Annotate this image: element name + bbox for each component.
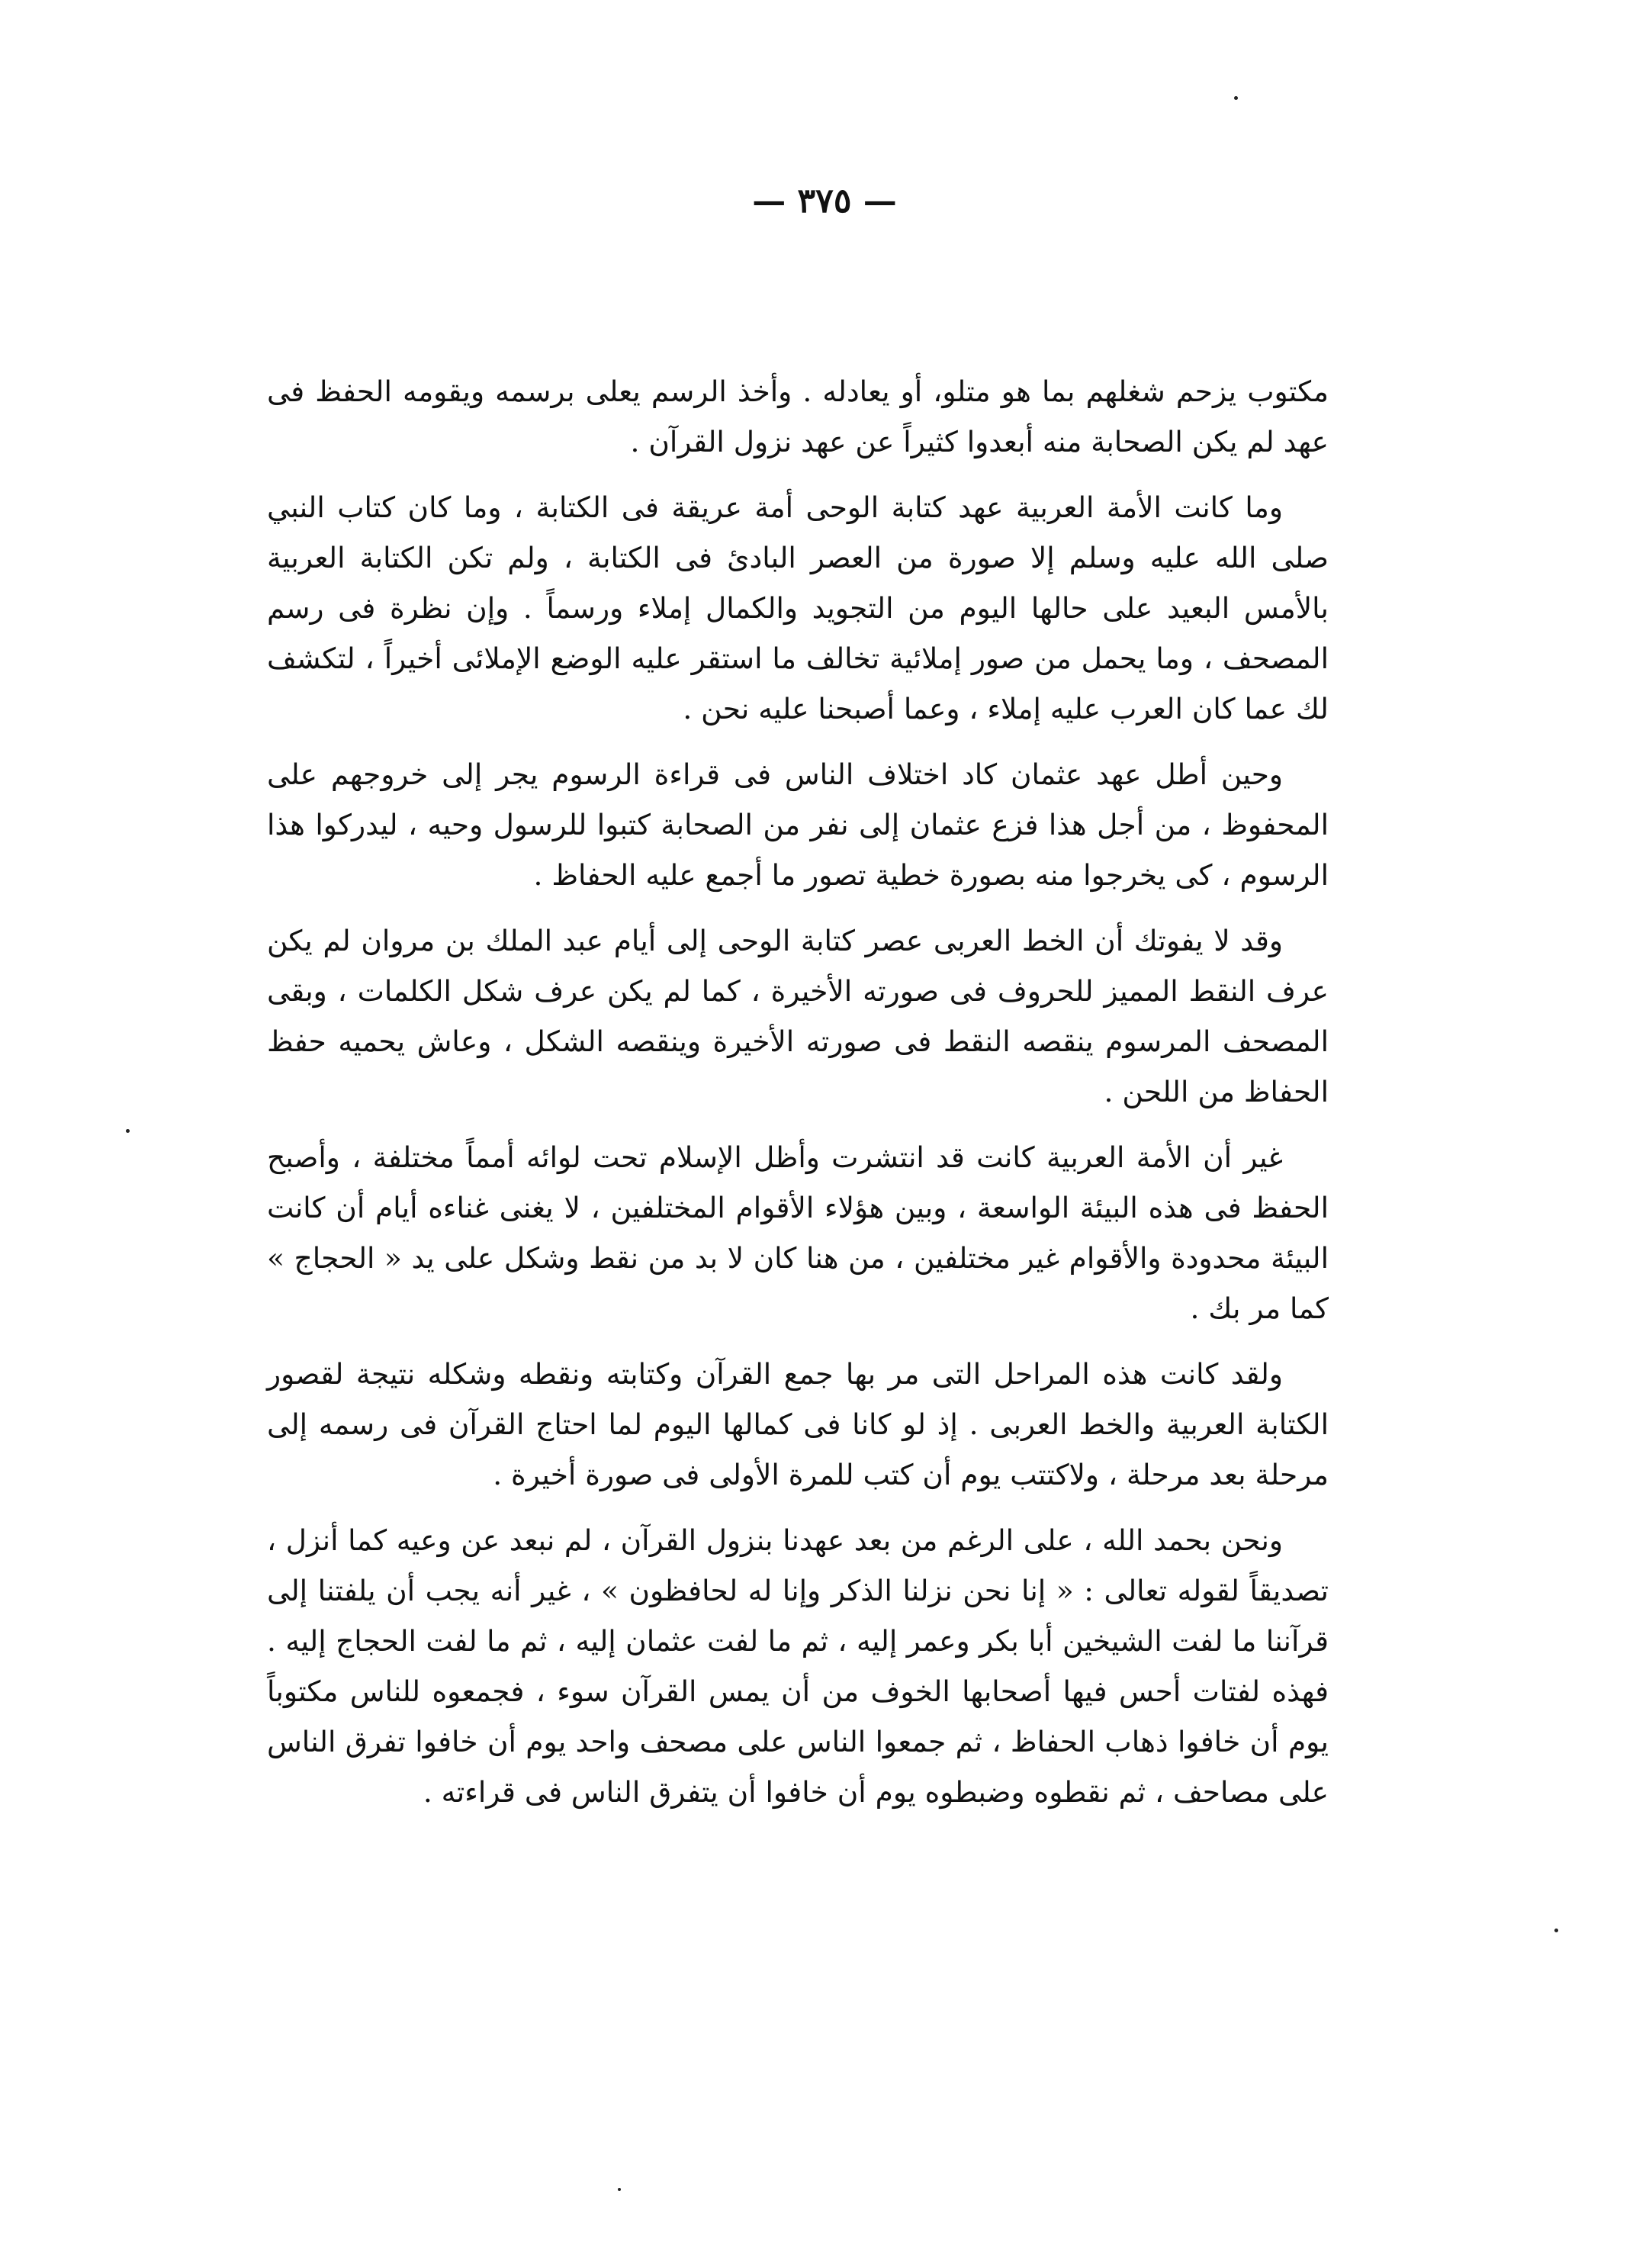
- page-number: — ٣٧٥ —: [752, 182, 897, 220]
- paragraph: ونحن بحمد الله ، على الرغم من بعد عهدنا بنزول القرآن ، لم نبعد عن وعيه كما أنزل ، تصديقاً لقوله تعالى : « إنا نحن نزلنا الذكر وإنا له لحافظون » ، غير أنه يجب أن يلفتنا إلى قرآننا ما لفت الشيخين أبا بكر وعمر إليه ، ثم ما لفت عثمان إليه ، ثم ما لفت الحجاج إليه . فهذه لفتات أحس فيها أصحابها الخوف من أن يمس القرآن سوء ، فجمعوه للناس مكتوباً يوم أن خافوا ذهاب الحفاظ ، ثم جمعوا الناس على مصحف واحد يوم أن خافوا تفرق الناس على مصاحف ، ثم نقطوه وضبطوه يوم أن خافوا أن يتفرق الناس فى قراءته .: [267, 1523, 1329, 1809]
- scan-speck: [126, 1129, 130, 1133]
- body-text: [267, 366, 1329, 1832]
- paragraph: وما كانت الأمة العربية عهد كتابة الوحى أمة عريقة فى الكتابة ، وما كان كتاب النبي صلى الله عليه وسلم إلا صورة من العصر البادئ فى الكتابة ، ولم تكن الكتابة العربية بالأمس البعيد على حالها اليوم من التجويد والكمال إملاء ورسماً . وإن نظرة فى رسم المصحف ، وما يحمل من صور إملائية تخالف ما استقر عليه الوضع الإملائى أخيراً ، لتكشف لك عما كان العرب عليه إملاء ، وعما أصبحنا عليه نحن .: [267, 491, 1329, 725]
- paragraph: غير أن الأمة العربية كانت قد انتشرت وأظل الإسلام تحت لوائه أمماً مختلفة ، وأصبح الحفظ فى هذه البيئة الواسعة ، وبين هؤلاء الأقوام المختلفين ، لا يغنى غناءه أيام أن كانت البيئة محدودة والأقوام غير مختلفين ، من هنا كان لا بد من نقط وشكل على يد « الحجاج » كما مر بك .: [267, 1140, 1329, 1325]
- paragraph: وقد لا يفوتك أن الخط العربى عصر كتابة الوحى إلى أيام عبد الملك بن مروان لم يكن عرف النقط المميز للحروف فى صورته الأخيرة ، كما لم يكن عرف شكل الكلمات ، وبقى المصحف المرسوم ينقصه النقط فى صورته الأخيرة وينقصه الشكل ، وعاش يحميه حفظ الحفاظ من اللحن .: [267, 924, 1329, 1108]
- scan-speck: [618, 2188, 621, 2191]
- paragraph: ولقد كانت هذه المراحل التى مر بها جمع القرآن وكتابته ونقطه وشكله نتيجة لقصور الكتابة العربية والخط العربى . إذ لو كانا فى كمالها اليوم لما احتاج القرآن فى رسمه إلى مرحلة بعد مرحلة ، ولاكتتب يوم أن كتب للمرة الأولى فى صورة أخيرة .: [267, 1357, 1329, 1491]
- scan-speck: [1554, 1929, 1558, 1932]
- scan-speck: [1234, 96, 1238, 100]
- paragraph: وحين أطل عهد عثمان كاد اختلاف الناس فى قراءة الرسوم يجر إلى خروجهم على المحفوظ ، من أجل هذا فزع عثمان إلى نفر من الصحابة كتبوا للرسول وحيه ، ليدركوا هذا الرسوم ، كى يخرجوا منه بصورة خطية تصور ما أجمع عليه الحفاظ .: [267, 758, 1329, 892]
- paragraph: مكتوب يزحم شغلهم بما هو متلو، أو يعادله . وأخذ الرسم يعلى برسمه ويقومه الحفظ فى عهد لم يكن الصحابة منه أبعدوا كثيراً عن عهد نزول القرآن .: [267, 375, 1329, 458]
